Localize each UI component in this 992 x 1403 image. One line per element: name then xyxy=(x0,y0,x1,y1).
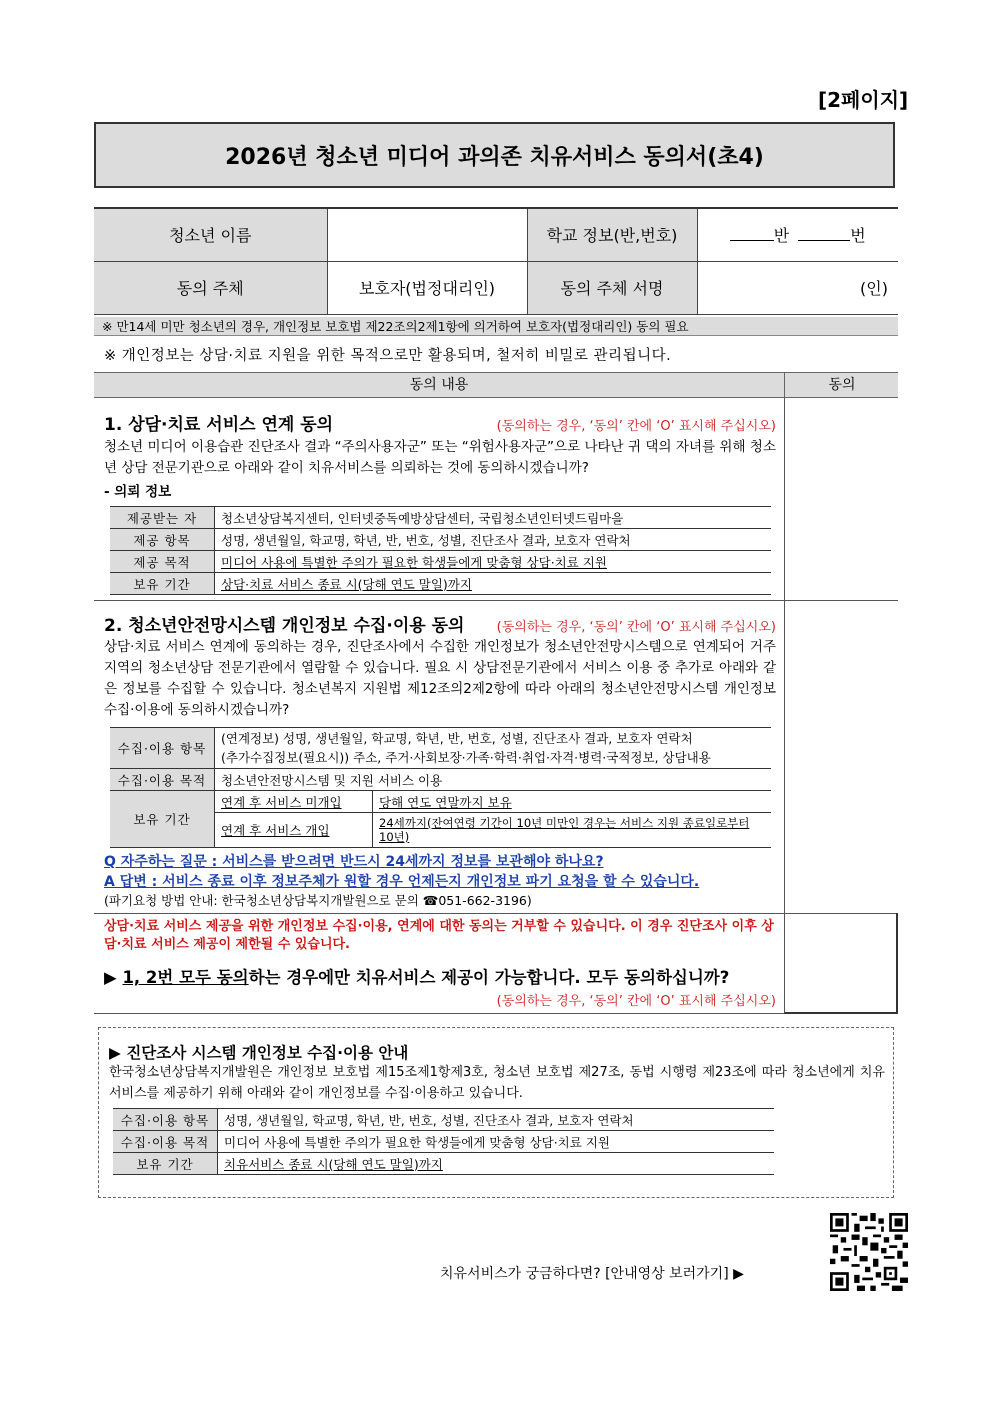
section2-title: 2. 청소년안전망시스템 개인정보 수집·이용 동의 xyxy=(104,616,465,636)
s2-period-b-value: 24세까지(잔여연령 기간이 10년 미만인 경우는 서비스 지원 종료일로부터 10년) xyxy=(373,813,772,848)
name-field[interactable] xyxy=(327,208,527,261)
s4-row-value: 치유서비스 종료 시(당해 연도 말일)까지 xyxy=(218,1153,775,1175)
s1-row-key: 제공 항목 xyxy=(110,529,215,551)
privacy-note: ※ 개인정보는 상담·치료 지원을 위한 목적으로만 활용되며, 철저히 비밀로 관리됩니다. xyxy=(104,348,672,364)
agree-box-1[interactable] xyxy=(785,398,898,600)
refusal-warning: 상담·치료 서비스 제공을 위한 개인정보 수집·이용, 연계에 대한 동의는 거부할 수 있습니다. 이 경우 진단조사 이후 상담·치료 서비스 제공이 제한될 수 있습니다. xyxy=(104,919,774,952)
section4-body: 한국청소년상담복지개발원은 개인정보 보호법 제15조제1항제3호, 청소년 보호법 제27조, 동법 시행령 제23조에 따라 청소년에게 치유서비스를 제공하기 위해 아래와 같이 개인정보를 수집·이용하고 있습니다. xyxy=(109,1065,885,1101)
s2-purpose-value: 청소년안전망시스템 및 지원 서비스 이용 xyxy=(215,769,772,791)
s4-row-key: 수집·이용 항목 xyxy=(113,1109,218,1131)
footer-video-link[interactable]: 치유서비스가 궁금하다면? [안내영상 보러가기] ▶ xyxy=(440,1266,744,1282)
s4-row-value: 미디어 사용에 특별한 주의가 필요한 학생들에게 맞춤형 상담·치료 지원 xyxy=(218,1131,775,1153)
sign-label: 동의 주체 서명 xyxy=(527,261,697,314)
content-header xyxy=(94,372,898,398)
sign-field[interactable] xyxy=(697,261,898,314)
final-question-rest: 하는 경우에만 치유서비스 제공이 가능합니다. 모두 동의하십니까? xyxy=(248,968,730,987)
s2-items-key: 수집·이용 항목 xyxy=(110,728,215,769)
s2-period-a-key: 연계 후 서비스 미개입 xyxy=(215,791,373,813)
section2 xyxy=(104,611,776,909)
subject-value: 보호자(법정대리인) xyxy=(327,261,527,314)
final-question xyxy=(104,964,776,988)
section1-body: 청소년 미디어 이용습관 진단조사 결과 “주의사용자군” 또는 “위험사용자군”으로 나타난 귀 댁의 자녀를 위해 청소년 상담 전문기관으로 아래와 같이 치유서비스를 의뢰하는 것에 동의하시겠습니까? xyxy=(104,439,776,476)
section3-hint: (동의하는 경우, ‘동의’ 칸에 ‘O’ 표시해 주십시오) xyxy=(496,994,776,1009)
section2-table xyxy=(110,727,771,848)
faq-note: (파기요청 방법 안내: 한국청소년상담복지개발원으로 문의 ☎051-662-3196) xyxy=(104,893,532,908)
content-header-label: 동의 내용 xyxy=(409,377,469,393)
section2-hint: (동의하는 경우, ‘동의’ 칸에 ‘O’ 표시해 주십시오) xyxy=(496,620,776,635)
agree-box-final[interactable] xyxy=(784,913,898,1014)
name-label: 청소년 이름 xyxy=(94,208,327,261)
sign-suffix: (인) xyxy=(860,279,888,298)
faq-answer: A 답변 : 서비스 종료 이후 정보주체가 원할 경우 언제든지 개인정보 파기 요청을 할 수 있습니다. xyxy=(104,874,700,890)
s1-row-value: 상담·치료 서비스 종료 시(당해 연도 말일)까지 xyxy=(215,573,772,595)
s4-row-key: 보유 기간 xyxy=(113,1153,218,1175)
final-question-underlined: 1, 2번 모두 동의 xyxy=(122,968,249,987)
s2-items-v1: (연계정보) 성명, 생년월일, 학교명, 학년, 반, 번호, 성별, 진단조사 결과, 보호자 연락처 xyxy=(221,731,693,746)
school-field[interactable] xyxy=(697,208,898,261)
section1-subhead: - 의뢰 정보 xyxy=(104,484,172,500)
s4-row-value: 성명, 생년월일, 학교명, 학년, 반, 번호, 성별, 진단조사 결과, 보호자 연락처 xyxy=(218,1109,775,1131)
number-suffix: 번 xyxy=(850,226,866,246)
s2-purpose-key: 수집·이용 목적 xyxy=(110,769,215,791)
section4-table xyxy=(113,1108,774,1175)
s2-period-b-key: 연계 후 서비스 개입 xyxy=(215,813,373,848)
section-divider xyxy=(94,913,898,914)
section4-title: ▶ 진단조사 시스템 개인정보 수집·이용 안내 xyxy=(109,1044,409,1062)
section3 xyxy=(104,918,776,1009)
diagnosis-info-box xyxy=(98,1027,894,1198)
page-label: [2페이지] xyxy=(818,88,909,112)
s1-row-key: 보유 기간 xyxy=(110,573,215,595)
agree-box-2[interactable] xyxy=(785,601,898,913)
age-note: ※ 만14세 미만 청소년의 경우, 개인정보 보호법 제22조의2제1항에 의거하여 보호자(법정대리인) 동의 필요 xyxy=(94,317,898,336)
section-divider xyxy=(94,1013,784,1014)
s1-row-value: 미디어 사용에 특별한 주의가 필요한 학생들에게 맞춤형 상담·치료 지원 xyxy=(215,551,772,573)
agree-header-label: 동의 xyxy=(784,373,899,397)
document-title: 2026년 청소년 미디어 과의존 치유서비스 동의서(초4) xyxy=(94,122,895,188)
s1-row-key: 제공 목적 xyxy=(110,551,215,573)
s1-row-value: 성명, 생년월일, 학교명, 학년, 반, 번호, 성별, 진단조사 결과, 보호자 연락처 xyxy=(215,529,772,551)
section-divider xyxy=(94,600,898,601)
class-suffix: 반 xyxy=(773,226,790,246)
s4-row-key: 수집·이용 목적 xyxy=(113,1131,218,1153)
s2-items-v2: (추가수집정보(필요시)) 주소, 주거·사회보장·가족·학력·취업·자격·병력·국적정보, 상담내용 xyxy=(221,750,711,765)
section2-body: 상담·치료 서비스 연계에 동의하는 경우, 진단조사에서 수집한 개인정보가 청소년안전망시스템으로 연계되어 거주지역의 청소년상담 전문기관에서 열람할 수 있습니다. 필요 시 상담전문기관에서 서비스 이용 중 추가로 아래와 같은 정보를 수집할 수 있습니다. 청소년복지 지원법 제12조의2제2항에 따라 아래의 청소년안전망시스템 개인정보 수집·이용에 동의하시겠습니까? xyxy=(104,639,776,718)
s1-row-key: 제공받는 자 xyxy=(110,507,215,529)
faq-question: Q 자주하는 질문 : 서비스를 받으려면 반드시 24세까지 정보를 보관해야 하나요? xyxy=(104,854,604,870)
s1-row-value: 청소년상담복지센터, 인터넷중독예방상담센터, 국립청소년인터넷드림마을 xyxy=(215,507,772,529)
section1 xyxy=(104,410,776,595)
section1-hint: (동의하는 경우, ‘동의’ 칸에 ‘O’ 표시해 주십시오) xyxy=(496,419,776,434)
school-label: 학교 정보(반,번호) xyxy=(527,208,697,261)
subject-label: 동의 주체 xyxy=(94,261,327,314)
section1-title: 1. 상담·치료 서비스 연계 동의 xyxy=(104,415,334,435)
final-question-prefix: ▶ xyxy=(104,968,123,987)
s2-period-key: 보유 기간 xyxy=(110,791,215,848)
info-table xyxy=(94,207,898,315)
qr-code-icon[interactable] xyxy=(830,1213,908,1291)
section1-table xyxy=(110,506,771,595)
s2-period-a-value: 당해 연도 연말까지 보유 xyxy=(373,791,772,813)
